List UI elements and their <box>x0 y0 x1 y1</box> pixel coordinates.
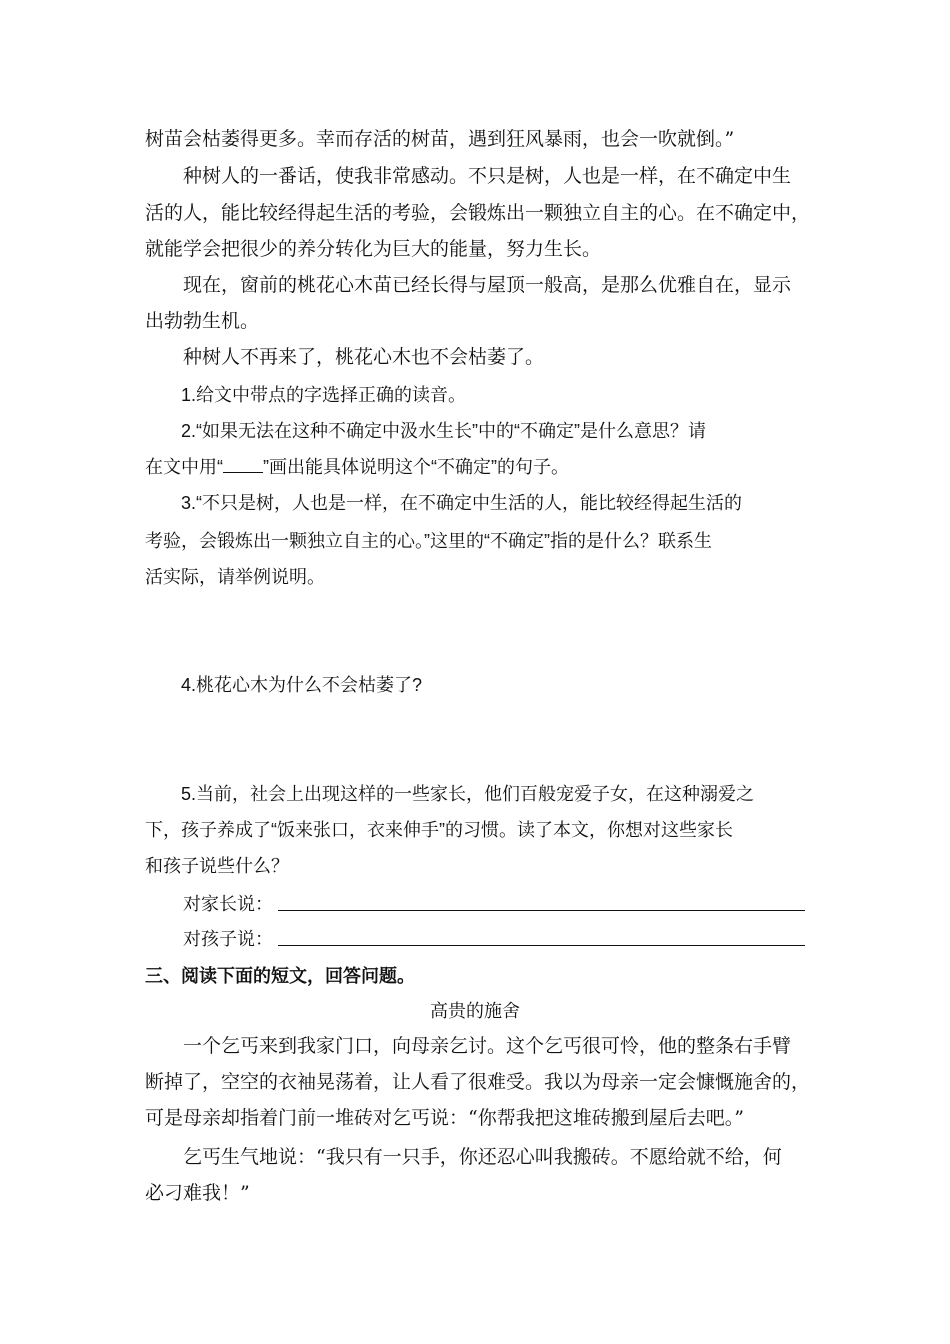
passage-title: 高贵的施舍 <box>430 1001 520 1021</box>
parent-answer-line[interactable] <box>278 910 805 911</box>
passage-line: 种树人不再来了，桃花心木也不会枯萎了。 <box>183 346 545 368</box>
question-3-continued: 活实际，请举例说明。 <box>145 567 325 587</box>
passage-line: 可是母亲却指着门前一堆砖对乞丐说：“你帮我把这堆砖搬到屋后去吧。” <box>145 1107 744 1129</box>
question-5-continued: 下，孩子养成了“饭来张口，衣来伸手”的习惯。读了本文，你想对这些家长 <box>145 820 733 840</box>
passage-line: 现在，窗前的桃花心木苗已经长得与屋顶一般高，是那么优雅自在，显示 <box>183 274 792 296</box>
question-2-text-after: ”画出能具体说明这个“不确定”的句子。 <box>263 457 569 477</box>
parent-answer-label: 对家长说： <box>183 894 273 914</box>
child-answer-line[interactable] <box>278 945 805 946</box>
question-3-continued: 考验，会锻炼出一颗独立自主的心。”这里的“不确定”指的是什么？联系生 <box>145 531 712 551</box>
question-2-continued <box>145 455 569 479</box>
section-3-heading: 三、阅读下面的短文，回答问题。 <box>145 966 415 986</box>
passage-line: 种树人的一番话，使我非常感动。不只是树，人也是一样，在不确定中生 <box>183 165 792 187</box>
passage-line: 出勃勃生机。 <box>145 310 260 332</box>
passage-line: 活的人，能比较经得起生活的考验，会锻炼出一颗独立自主的心。在不确定中， <box>145 202 811 224</box>
question-1: 1.给文中带点的字选择正确的读音。 <box>181 385 467 405</box>
question-4: 4.桃花心木为什么不会枯萎了? <box>181 675 423 695</box>
underline-blank <box>223 455 263 473</box>
passage-line: 必刁难我！” <box>145 1182 250 1204</box>
question-3: 3.“不只是树，人也是一样，在不确定中生活的人，能比较经得起生活的 <box>181 493 743 513</box>
passage-line: 断掉了，空空的衣袖晃荡着，让人看了很难受。我以为母亲一定会慷慨施舍的， <box>145 1071 811 1093</box>
question-5-continued: 和孩子说些什么？ <box>145 856 289 876</box>
passage-line: 乞丐生气地说：“我只有一只手，你还忍心叫我搬砖。不愿给就不给，何 <box>183 1146 782 1168</box>
child-answer-label: 对孩子说： <box>183 929 273 949</box>
question-5: 5.当前，社会上出现这样的一些家长，他们百般宠爱子女，在这种溺爱之 <box>181 784 755 804</box>
question-2: 2.“如果无法在这种不确定中汲水生长”中的“不确定”是什么意思？请 <box>181 421 706 441</box>
question-2-text-before: 在文中用“ <box>145 457 223 477</box>
passage-line: 就能学会把很少的养分转化为巨大的能量，努力生长。 <box>145 238 602 260</box>
passage-line: 一个乞丐来到我家门口，向母亲乞讨。这个乞丐很可怜，他的整条右手臂 <box>183 1035 792 1057</box>
passage-line: 树苗会枯萎得更多。幸而存活的树苗，遇到狂风暴雨，也会一吹就倒。” <box>145 128 735 150</box>
